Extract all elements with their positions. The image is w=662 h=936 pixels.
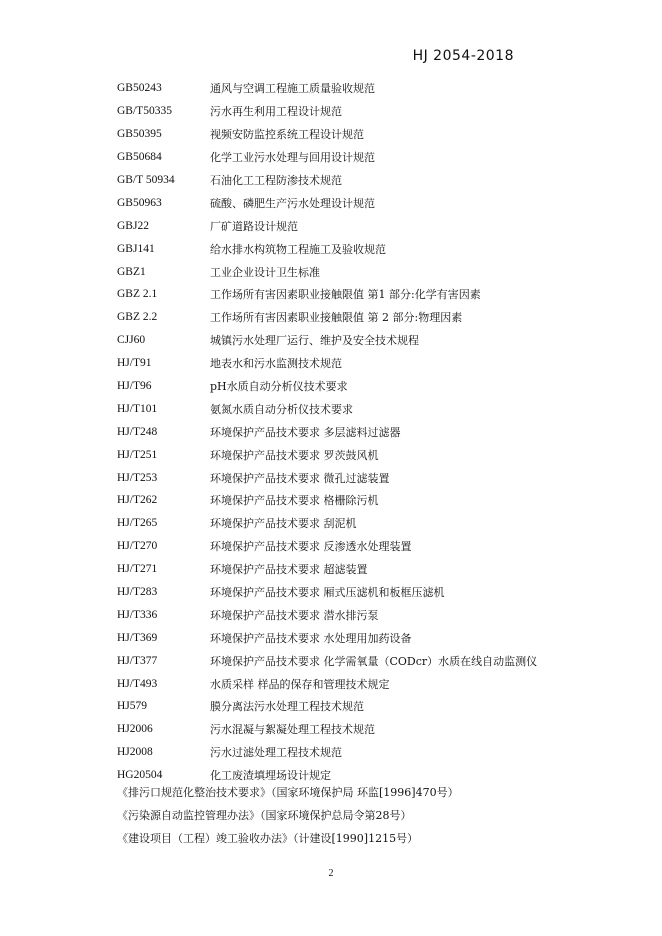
- standard-title: 视频安防监控系统工程设计规范: [210, 128, 364, 142]
- standard-row: [117, 214, 577, 237]
- standard-row: [117, 375, 577, 398]
- standard-title: 环境保护产品技术要求 化学需氧量（CODcr）水质在线自动监测仪: [210, 654, 538, 668]
- standard-title: 通风与空调工程施工质量验收规范: [210, 82, 375, 96]
- standard-title: 污水再生利用工程设计规范: [210, 105, 342, 119]
- standard-row: [117, 489, 577, 512]
- standard-code: GBJ22: [117, 219, 149, 232]
- standard-row: [117, 397, 577, 420]
- standard-title: 环境保护产品技术要求 多层滤料过滤器: [210, 425, 401, 439]
- standard-code: HJ/T270: [117, 540, 158, 553]
- standard-title: 化学工业污水处理与回用设计规范: [210, 151, 375, 165]
- standard-title: 环境保护产品技术要求 厢式压滤机和板框压滤机: [210, 586, 445, 600]
- standard-code: CJJ60: [117, 334, 146, 347]
- standard-code: HJ/T369: [117, 631, 158, 644]
- standard-row: [117, 329, 577, 352]
- standard-row: [117, 100, 577, 123]
- standard-row: [117, 169, 577, 192]
- document-id-header: HJ 2054-2018: [412, 48, 514, 64]
- standard-code: HJ/T262: [117, 494, 158, 507]
- standard-title: 环境保护产品技术要求 超滤装置: [210, 563, 368, 577]
- standard-code: GB50395: [117, 128, 162, 141]
- standard-title: 化工废渣填埋场设计规定: [210, 769, 331, 783]
- standard-row: [117, 420, 577, 443]
- standard-title: 给水排水构筑物工程施工及验收规范: [210, 242, 386, 256]
- standard-row: [117, 77, 577, 100]
- standard-code: HJ/T253: [117, 471, 158, 484]
- standard-code: HJ/T271: [117, 563, 158, 576]
- standard-code: HJ/T251: [117, 448, 158, 461]
- standard-code: HJ2006: [117, 723, 153, 736]
- standard-row: [117, 443, 577, 466]
- standard-title: 环境保护产品技术要求 潜水排污泵: [210, 608, 379, 622]
- standard-row: [117, 123, 577, 146]
- standard-row: [117, 512, 577, 535]
- standard-title: 污水过滤处理工程技术规范: [210, 746, 342, 760]
- standard-title: 污水混凝与絮凝处理工程技术规范: [210, 723, 375, 737]
- standard-code: GB50243: [117, 82, 162, 95]
- standard-title: 水质采样 样品的保存和管理技术规定: [210, 677, 390, 691]
- standard-code: HJ/T493: [117, 677, 158, 690]
- standard-code: HG20504: [117, 769, 163, 782]
- standard-code: HJ/T101: [117, 402, 158, 415]
- reference-item: 《污染源自动监控管理办法》（国家环境保护总局令第28号）: [117, 809, 412, 823]
- standard-code: HJ579: [117, 700, 148, 713]
- standard-row: [117, 352, 577, 375]
- standard-row: [117, 466, 577, 489]
- standard-row: [117, 649, 577, 672]
- standard-row: [117, 260, 577, 283]
- standard-code: GB/T 50934: [117, 174, 175, 186]
- standard-title: 石油化工工程防渗技术规范: [210, 174, 342, 187]
- standard-code: HJ/T96: [117, 380, 152, 393]
- standard-title: 城镇污水处理厂运行、维护及安全技术规程: [210, 334, 419, 348]
- standard-title: 氨氮水质自动分析仪技术要求: [210, 402, 353, 416]
- standard-row: [117, 146, 577, 169]
- standard-code: GB50963: [117, 196, 162, 209]
- standard-title: 工作场所有害因素职业接触限值 第 2 部分:物理因素: [210, 311, 463, 325]
- standard-title: 环境保护产品技术要求 水处理用加药设备: [210, 631, 412, 645]
- standard-title: pH水质自动分析仪技术要求: [210, 380, 348, 394]
- standard-title: 环境保护产品技术要求 刮泥机: [210, 517, 357, 531]
- standard-code: GB50684: [117, 151, 162, 164]
- standard-title: 环境保护产品技术要求 反渗透水处理装置: [210, 540, 412, 554]
- standard-code: GB/T50335: [117, 105, 172, 118]
- standard-code: HJ/T377: [117, 654, 158, 667]
- reference-item: 《建设项目（工程）竣工验收办法》（计建设[1990]1215号）: [117, 832, 419, 846]
- standard-code: GBJ141: [117, 242, 155, 255]
- page-number: 2: [328, 868, 334, 879]
- standard-title: 环境保护产品技术要求 微孔过滤装置: [210, 471, 390, 485]
- standard-code: HJ2008: [117, 746, 153, 759]
- standard-row: [117, 535, 577, 558]
- standard-title: 厂矿道路设计规范: [210, 219, 298, 233]
- standard-row: [117, 695, 577, 718]
- standard-row: [117, 306, 577, 329]
- standard-row: [117, 581, 577, 604]
- standard-row: [117, 626, 577, 649]
- standard-row: [117, 558, 577, 581]
- standard-code: GBZ1: [117, 265, 146, 278]
- standard-title: 环境保护产品技术要求 罗茨鼓风机: [210, 448, 379, 462]
- reference-item: 《排污口规范化整治技术要求》（国家环境保护局 环监[1996]470号）: [117, 786, 459, 800]
- standard-title: 工作场所有害因素职业接触限值 第1 部分:化学有害因素: [210, 288, 481, 302]
- standard-title: 地表水和污水监测技术规范: [210, 357, 342, 371]
- standard-code: GBZ 2.2: [117, 311, 158, 324]
- standard-row: [117, 603, 577, 626]
- standard-row: [117, 283, 577, 306]
- standard-row: [117, 191, 577, 214]
- standard-code: HJ/T336: [117, 608, 158, 621]
- standard-row: [117, 741, 577, 764]
- standard-title: 工业企业设计卫生标准: [210, 265, 320, 279]
- standard-code: HJ/T265: [117, 517, 158, 530]
- standard-title: 膜分离法污水处理工程技术规范: [210, 700, 364, 714]
- standard-title: 环境保护产品技术要求 格栅除污机: [210, 494, 379, 508]
- reference-list: [117, 781, 459, 850]
- standard-row: [117, 672, 577, 695]
- standard-code: HJ/T91: [117, 357, 152, 370]
- standard-code: HJ/T283: [117, 586, 158, 599]
- standards-list: [117, 77, 577, 787]
- standard-code: HJ/T248: [117, 425, 158, 438]
- standard-row: [117, 237, 577, 260]
- standard-row: [117, 718, 577, 741]
- standard-code: GBZ 2.1: [117, 288, 158, 301]
- standard-title: 硫酸、磷肥生产污水处理设计规范: [210, 196, 375, 210]
